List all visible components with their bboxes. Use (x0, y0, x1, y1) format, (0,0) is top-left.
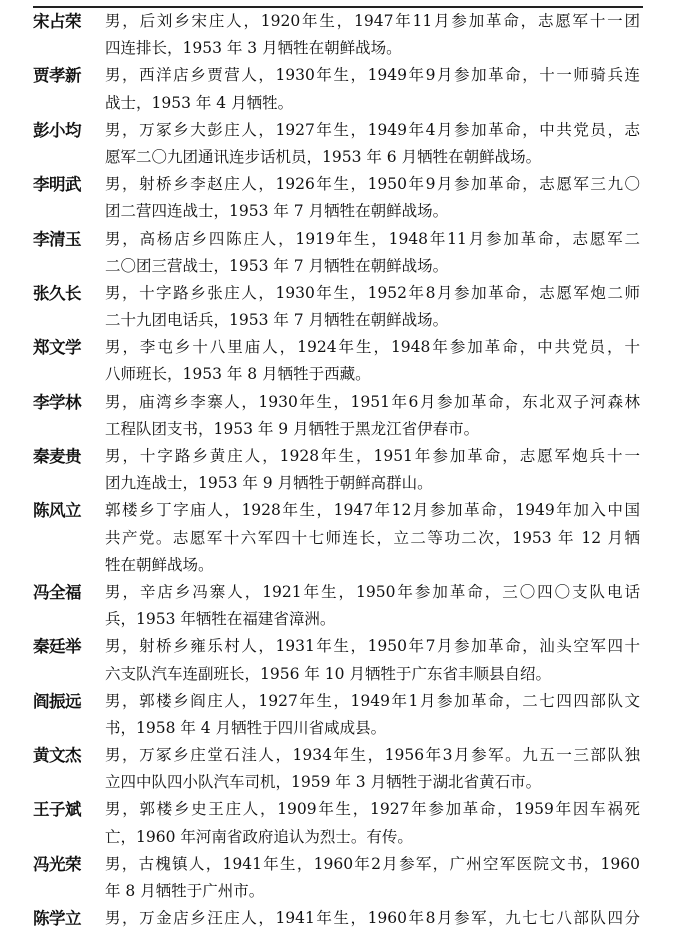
list-item (0, 334, 674, 388)
biography-line: 男，古槐镇人，1941年生，1960年2月参军，广州空军医院文书，1960 (105, 854, 640, 873)
list-item (0, 905, 674, 932)
list-item (0, 280, 674, 334)
biography-line: 八师班长，1953 年 8 月牺牲于西藏。 (105, 365, 371, 384)
person-name: 彭小均 (33, 120, 81, 140)
list-item (0, 851, 674, 905)
biography-line: 男，射桥乡雍乐村人，1931年生，1950年7月参加革命，汕头空军四十 (105, 637, 640, 656)
biography-line: 四连排长，1953 年 3 月牺牲在朝鲜战场。 (105, 39, 402, 58)
biography-line: 六支队汽车连副班长，1956 年 10 月牺牲于广东省丰顺县自绍。 (105, 664, 551, 683)
biography-line: 男，郭楼乡阎庄人，1927年生，1949年1月参加革命，二七四四部队文 (105, 691, 640, 710)
biography-line: 书，1958 年 4 月牺牲于四川省咸成县。 (105, 718, 387, 737)
martyr-list (0, 8, 674, 932)
biography-line: 男，辛店乡冯寨人，1921年生，1950年参加革命，三〇四〇支队电话 (105, 582, 640, 601)
person-name: 秦麦贵 (33, 447, 81, 466)
biography-line: 男，十字路乡黄庄人，1928年生，1951年参加革命，志愿军炮兵十一 (105, 447, 640, 465)
person-name: 陈学立 (33, 909, 81, 929)
list-item (0, 633, 674, 687)
list-item (0, 796, 674, 850)
biography-line: 亡，1960 年河南省政府追认为烈士。有传。 (105, 827, 413, 846)
biography-line: 男，郭楼乡史王庄人，1909年生，1927年参加革命，1959年因车祸死 (105, 800, 640, 819)
biography-line: 男，万冢乡大彭庄人，1927年生，1949年4月参加革命，中共党员，志 (105, 120, 640, 139)
biography-line: 兵，1953 年牺牲在福建省漳洲。 (105, 610, 336, 629)
biography-line: 牲在朝鲜战场。 (105, 555, 214, 574)
person-name: 张久长 (33, 283, 81, 303)
biography-line: 男，李屯乡十八里庙人，1924年生，1948年参加革命，中共党员，十 (105, 338, 640, 357)
biography-line: 共产党。志愿军十六军四十七师连长，立二等功二次，1953 年 12 月牺 (105, 528, 640, 547)
list-item (0, 579, 674, 633)
biography-line: 男，十字路乡张庄人，1930年生，1952年8月参加革命，志愿军炮二师 (105, 283, 640, 302)
biography-line: 工程队团支书，1953 年 9 月牺牲于黑龙江省伊春市。 (105, 419, 480, 438)
list-item (0, 8, 674, 62)
biography-line: 愿军二〇九团通讯连步话机员，1953 年 6 月牺牲在朝鲜战场。 (105, 147, 542, 166)
biography-line: 男，庙湾乡李寨人，1930年生，1951年6月参加革命，东北双子河森林 (105, 392, 640, 411)
biography-line: 二〇团三营战士，1953 年 7 月牺牲在朝鲜战场。 (105, 256, 449, 275)
biography-line: 战士，1953 年 4 月牺牲。 (105, 93, 294, 112)
list-item (0, 443, 674, 497)
person-name: 李清玉 (33, 229, 81, 249)
list-item (0, 497, 674, 579)
biography-line: 男，万冢乡庄堂石洼人，1934年生，1956年3月参军。九五一三部队独 (105, 746, 640, 765)
biography-line: 年 8 月牺牲于广州市。 (105, 882, 265, 900)
person-name: 李学林 (33, 392, 81, 412)
biography-line: 男，高杨店乡四陈庄人，1919年生，1948年11月参加革命，志愿军二 (105, 229, 640, 248)
biography-line: 男，射桥乡李赵庄人，1926年生，1950年9月参加革命，志愿军三九〇 (105, 175, 640, 194)
list-item (0, 117, 674, 171)
list-item (0, 62, 674, 116)
list-item (0, 688, 674, 742)
person-name: 黄文杰 (33, 746, 81, 766)
list-item (0, 226, 674, 280)
person-name: 王子斌 (33, 800, 81, 820)
list-item (0, 389, 674, 443)
list-item (0, 742, 674, 796)
biography-line: 男，后刘乡宋庄人，1920年生，1947年11月参加革命，志愿军十一团 (105, 12, 640, 30)
biography-line: 团二营四连战士，1953 年 7 月牺牲在朝鲜战场。 (105, 202, 449, 221)
person-name: 宋占荣 (33, 12, 81, 31)
biography-line: 立四中队四小队汽车司机，1959 年 3 月牺牲于湖北省黄石市。 (105, 773, 542, 792)
biography-line: 郭楼乡丁字庙人，1928年生，1947年12月参加革命，1949年加入中国 (105, 501, 640, 520)
person-name: 贾孝新 (33, 66, 81, 86)
biography-line: 二十九团电话兵，1953 年 7 月牺牲在朝鲜战场。 (105, 311, 449, 330)
person-name: 李明武 (33, 175, 81, 195)
biography-line: 男，万金店乡汪庄人，1941年生，1960年8月参军，九七七八部队四分 (105, 909, 640, 928)
person-name: 郑文学 (33, 338, 81, 358)
biography-line: 团九连战士，1953 年 9 月牺牲于朝鲜高群山。 (105, 474, 433, 493)
person-name: 秦廷举 (33, 637, 81, 657)
person-name: 冯光荣 (33, 854, 81, 874)
person-name: 陈风立 (33, 501, 81, 521)
biography-line: 男，西洋店乡贾营人，1930年生，1949年9月参加革命，十一师骑兵连 (105, 66, 640, 85)
person-name: 阎振远 (33, 691, 81, 711)
person-name: 冯全福 (33, 582, 81, 602)
list-item (0, 171, 674, 225)
